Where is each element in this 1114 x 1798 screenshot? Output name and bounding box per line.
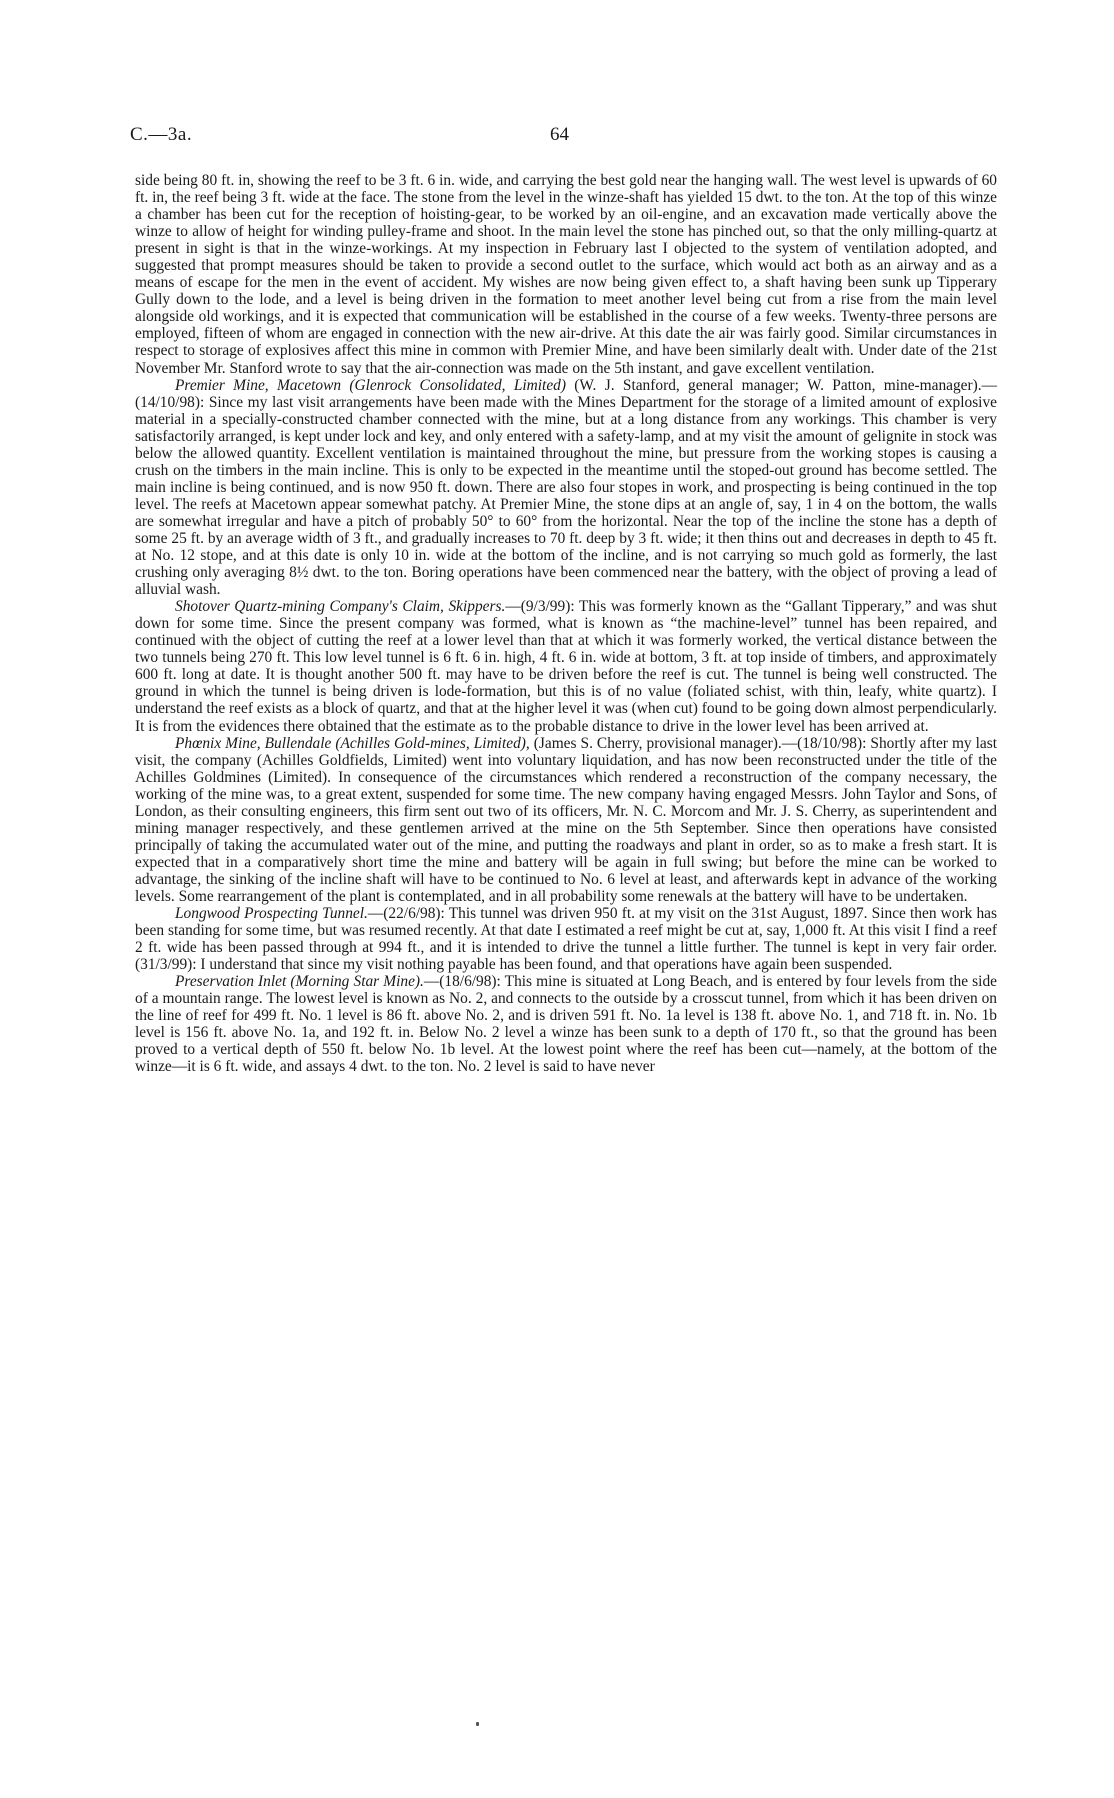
paragraph-preservation-inlet: Preservation Inlet (Morning Star Mine).—(18/6/98): This mine is situated at Long Beach, and is entered by four levels from the side of a mountain range. The lowest level is known as No. 2, and connects to the outside by a crosscut tunnel, from which it has been driven on the line of reef for 499 ft. No. 1 level is 86 ft. above No. 2, and is driven 591 ft. No. 1a level is 138 ft. above No. 1, and 718 ft. in. No. 1b level is 156 ft. above No. 1a, and 192 ft. in. Below No. 2 level a winze has been sunk to a depth of 170 ft., so that the ground has been proved to a vertical depth of 550 ft. below No. 1b level. At the lowest point where the reef has been cut—namely, at the bottom of the winze—it is 6 ft. wide, and assays 4 dwt. to the ton. No. 2 level is said to have never — [135, 973, 997, 1076]
paragraph-heading: Phœnix Mine, Bullendale (Achilles Gold-mines, Limited), — [175, 734, 530, 752]
page-number: 64 — [550, 124, 569, 145]
paragraph-premier-mine: Premier Mine, Macetown (Glenrock Consolidated, Limited) (W. J. Stanford, general manager; W. Patton, mine-manager).—(14/10/98): Since my last visit arrangements have been made with the Mines Department for the storage of a limited amount of explosive material in a specially-constructed chamber connected with the mine, but at a long distance from any workings. This chamber is very satisfactorily arranged, is kept under lock and key, and only entered with a safety-lamp, and at my visit the amount of gelignite in stock was below the allowed quantity. Excellent ventilation is maintained throughout the mine, but pressure from the working stopes is causing a crush on the timbers in the main incline. This is only to be expected in the meantime until the stoped-out ground has become settled. The main incline is being continued, and is now 950 ft. down. There are also four stopes in work, and prospecting is being continued in the top level. The reefs at Macetown appear somewhat patchy. At Premier Mine, the stone dips at an angle of, say, 1 in 4 on the bottom, the walls are somewhat irregular and have a pitch of probably 50° to 60° from the horizontal. Near the top of the incline the stone has a depth of some 25 ft. by an average width of 3 ft., and gradually increases to 70 ft. deep by 3 ft. wide; it then thins out and decreases in depth to 45 ft. at No. 12 stope, and at this date is only 10 in. wide at the bottom of the incline, and is not carrying so much gold as formerly, the last crushing only averaging 8½ dwt. to the ton. Boring operations have been commenced near the battery, with the object of proving a lead of alluvial wash. — [135, 376, 998, 599]
page-header — [130, 124, 1000, 148]
paragraph-longwood-tunnel: Longwood Prospecting Tunnel.—(22/6/98): This tunnel was driven 950 ft. at my visit on the 31st August, 1897. Since then work has been standing for some time, but was resumed recently. At that date I estimated a reef might be cut at, say, 1,000 ft. At this visit I find a reef 2 ft. wide has been passed through at 994 ft., and it is intended to drive the tunnel a little further. The tunnel is kept in very fair order. (31/3/99): I understand that since my visit nothing payable has been found, and that operations have again been suspended. — [135, 905, 997, 974]
paragraph-shotover: Shotover Quartz-mining Company's Claim, Skippers.—(9/3/99): This was formerly known as the “Gallant Tipperary,” and was shut down for some time. Since the present company was formed, what is known as “the machine-level” tunnel has been repaired, and continued with the object of cutting the reef at a lower level than that at which it was formerly worked, the vertical distance between the two tunnels being 270 ft. This low level tunnel is 6 ft. 6 in. high, 4 ft. 6 in. wide at bottom, 3 ft. at top inside of timbers, and approximately 600 ft. long at date. It is thought another 500 ft. may have to be driven before the reef is cut. The tunnel is being well constructed. The ground in which the tunnel is being driven is lode-formation, but this is of no value (foliated schist, with thin, leafy, white quartz). I understand the reef exists as a block of quartz, and that at the higher level it was (when cut) found to be going down almost perpendicularly. It is from the evidences there obtained that the estimate as to the probable distance to drive in the lower level has been arrived at. — [135, 598, 998, 735]
paragraph-continuation: side being 80 ft. in, showing the reef to be 3 ft. 6 in. wide, and carrying the best gold near the hanging wall. The west level is upwards of 60 ft. in, the reef being 3 ft. wide at the face. The stone from the level in the winze-shaft has yielded 15 dwt. to the ton. At the top of this winze a chamber has been cut for the reception of hoisting-gear, to be worked by an oil-engine, and an excavation made vertically above the winze to allow of height for winding pulley-frame and shoot. In the main level the stone has pinched out, so that the only milling-quartz at present in sight is that in the winze-workings. At my inspection in February last I objected to the system of ventilation adopted, and suggested that prompt measures should be taken to provide a second outlet to the surface, which would act both as an airway and as a means of escape for the men in the event of accident. My wishes are now being given effect to, a shaft having been sunk up Tipperary Gully down to the lode, and a level is being driven in the formation to meet another level being cut from a rise from the main level alongside old workings, and it is expected that communication will be established in the course of a few weeks. Twenty-three persons are employed, fifteen of whom are engaged in connection with the new air-drive. At this date the air was fairly good. Similar circumstances in respect to storage of explosives affect this mine in common with Premier Mine, and have been similarly dealt with. Under date of the 21st November Mr. Stanford wrote to say that the air-connection was made on the 5th instant, and gave excellent ventilation. — [135, 172, 997, 377]
paragraph-heading: Preservation Inlet (Morning Star Mine). — [175, 973, 424, 991]
paragraph-heading: Shotover Quartz-mining Company's Claim, Skippers. — [175, 598, 506, 616]
paragraph-phoenix-mine: Phœnix Mine, Bullendale (Achilles Gold-mines, Limited), (James S. Cherry, provisional manager).—(18/10/98): Shortly after my last visit, the company (Achilles Goldfields, Limited) went into voluntary liquidation, and has now been reconstructed under the title of the Achilles Goldmines (Limited). In consequence of the circumstances which rendered a reconstruction of the company necessary, the working of the mine was, to a great extent, suspended for some time. The new company having engaged Messrs. John Taylor and Sons, of London, as their consulting engineers, this firm sent out two of its officers, Mr. N. C. Morcom and Mr. J. S. Cherry, as superintendent and mining manager respectively, and these gentlemen arrived at the mine on the 5th September. Since then operations have consisted principally of taking the accumulated water out of the mine, and putting the roadways and plant in order, so as to make a fresh start. It is expected that in a comparatively short time the mine and battery will be again in full swing; but before the mine can be worked to advantage, the sinking of the incline shaft will have to be continued to No. 6 level at least, and afterwards kept in advance of the working levels. Some rearrangement of the plant is contemplated, and in all probability some renewals at the battery will have to be undertaken. — [135, 734, 997, 905]
body-text — [135, 172, 997, 1075]
report-code: C.—3a. — [130, 124, 193, 145]
paragraph-heading: Longwood Prospecting Tunnel. — [175, 905, 368, 923]
paragraph-heading: Premier Mine, Macetown (Glenrock Consolidated, Limited) — [175, 376, 566, 394]
print-speck — [476, 1722, 479, 1726]
